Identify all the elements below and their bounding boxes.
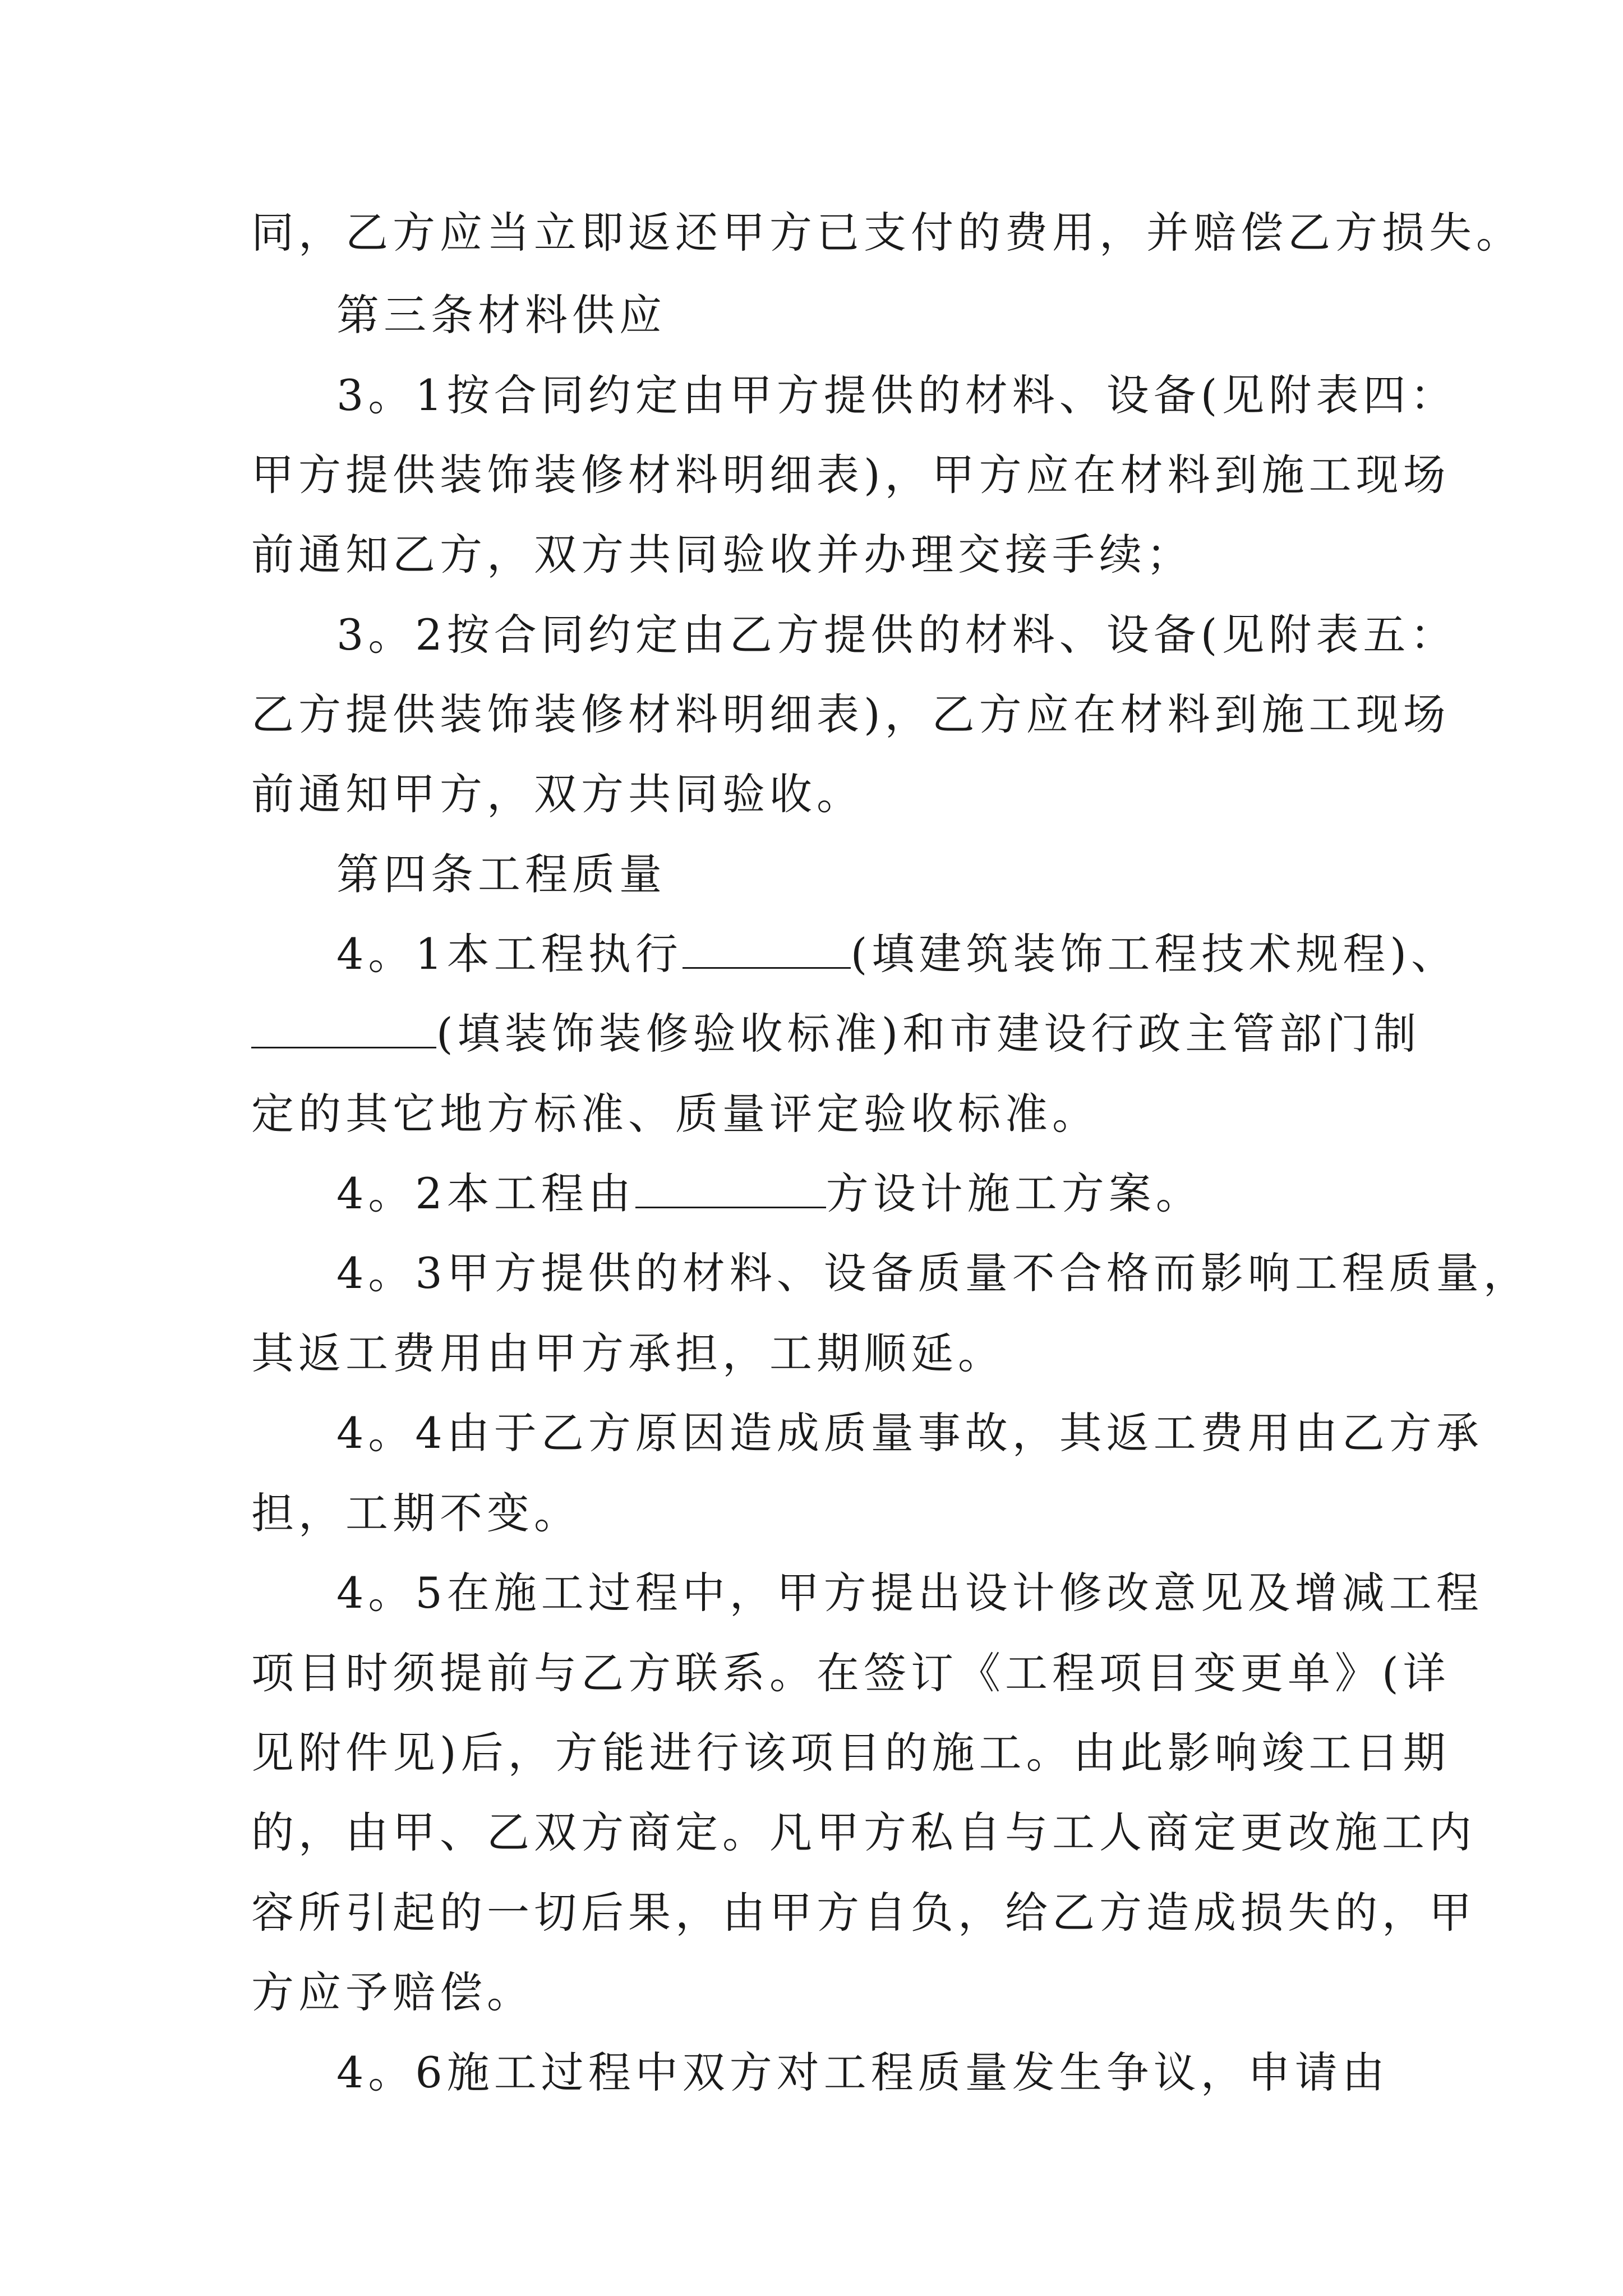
paragraph-line: 方应予赔偿。 <box>251 1967 534 2017</box>
paragraph-line: 其返工费用由甲方承担，工期顺延。 <box>251 1328 1005 1378</box>
paragraph-line: 前通知甲方，双方共同验收。 <box>251 769 864 819</box>
paragraph-line: 3。2按合同约定由乙方提供的材料、设备(见附表五： <box>336 610 1458 660</box>
paragraph-line: 的，由甲、乙双方商定。凡甲方私自与工人商定更改施工内 <box>251 1807 1476 1857</box>
paragraph-line: 项目时须提前与乙方联系。在签订《工程项目变更单》(详 <box>251 1648 1450 1698</box>
paragraph-line: 担，工期不变。 <box>251 1488 581 1538</box>
paragraph-line: 4。6施工过程中双方对工程质量发生争议，申请由 <box>336 2047 1389 2097</box>
paragraph-line: 3。1按合同约定由甲方提供的材料、设备(见附表四： <box>336 370 1458 420</box>
fill-in-blank[interactable] <box>251 1007 436 1048</box>
paragraph-line: 定的其它地方标准、质量评定验收标准。 <box>251 1089 1099 1139</box>
fill-in-blank[interactable] <box>635 1167 826 1208</box>
line-text: 4。1本工程执行 <box>336 929 683 979</box>
paragraph-line: 4。3甲方提供的材料、设备质量不合格而影响工程质量， <box>336 1248 1530 1298</box>
paragraph-line: 4。5在施工过程中，甲方提出设计修改意见及增减工程 <box>336 1568 1483 1618</box>
paragraph-line: 见附件见)后，方能进行该项目的施工。由此影响竣工日期 <box>251 1728 1450 1778</box>
paragraph-line: 甲方提供装饰装修材料明细表)，甲方应在材料到施工现场 <box>251 450 1450 500</box>
line-text: (填装饰装修验收标准)和市建设行政主管部门制 <box>436 1009 1421 1059</box>
line-text: 方设计施工方案。 <box>826 1168 1203 1218</box>
paragraph-line: 容所引起的一切后果，由甲方自负，给乙方造成损失的，甲 <box>251 1888 1476 1938</box>
paragraph-line: 4。4由于乙方原因造成质量事故，其返工费用由乙方承 <box>336 1408 1483 1458</box>
paragraph-line <box>336 926 1458 982</box>
line-text: 4。2本工程由 <box>336 1168 635 1218</box>
paragraph-line <box>251 1006 1421 1062</box>
paragraph-line: 前通知乙方，双方共同验收并办理交接手续； <box>251 530 1193 579</box>
section-heading: 第四条工程质量 <box>336 849 666 899</box>
paragraph-line <box>336 1166 1203 1222</box>
section-heading: 第三条材料供应 <box>336 290 666 340</box>
fill-in-blank[interactable] <box>683 928 851 969</box>
line-text: (填建筑装饰工程技术规程)、 <box>850 929 1459 979</box>
paragraph-line: 同，乙方应当立即返还甲方已支付的费用，并赔偿乙方损失。 <box>251 208 1523 257</box>
paragraph-line: 乙方提供装饰装修材料明细表)，乙方应在材料到施工现场 <box>251 689 1450 739</box>
